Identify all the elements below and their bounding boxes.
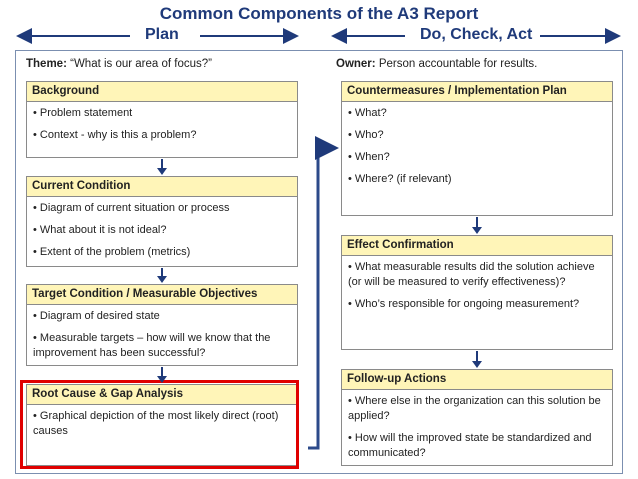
countermeasures-header: Countermeasures / Implementation Plan [342, 82, 612, 102]
down-arrow-2 [157, 268, 167, 283]
theme-text: “What is our area of focus?” [70, 58, 213, 70]
countermeasures-item: • What? [348, 106, 606, 121]
down-arrow-3 [157, 367, 167, 383]
effect-confirmation-header: Effect Confirmation [342, 236, 612, 256]
theme-label: Theme: [26, 58, 67, 70]
follow-up-header: Follow-up Actions [342, 370, 612, 390]
target-condition-item: • Diagram of desired state [33, 309, 291, 324]
root-cause-header: Root Cause & Gap Analysis [27, 385, 297, 405]
countermeasures-item: • Who? [348, 128, 606, 143]
current-condition-item: • Extent of the problem (metrics) [33, 245, 291, 260]
phase-plan: Plan [145, 26, 179, 43]
down-arrow-4 [472, 217, 482, 234]
down-arrow-5 [472, 351, 482, 368]
effect-confirmation-item: • Who’s responsible for ongoing measurement? [348, 297, 606, 312]
follow-up-item: • How will the improved state be standardized and communicated? [348, 431, 606, 461]
down-arrow-1 [157, 159, 167, 175]
current-condition-item: • What about it is not ideal? [33, 223, 291, 238]
effect-confirmation-item: • What measurable results did the solution achieve (or will be measured to verify effectiveness)? [348, 260, 606, 290]
countermeasures-item: • When? [348, 150, 606, 165]
report-title: Common Components of the A3 Report [159, 4, 479, 23]
current-condition-header: Current Condition [27, 177, 297, 197]
phase-do-check-act: Do, Check, Act [420, 26, 533, 43]
owner-text: Person accountable for results. [378, 58, 538, 70]
target-condition-item: • Measurable targets – how will we know that the improvement has been successful? [33, 331, 291, 361]
follow-up-item: • Where else in the organization can this solution be applied? [348, 394, 606, 424]
target-condition-header: Target Condition / Measurable Objectives [27, 285, 297, 305]
current-condition-item: • Diagram of current situation or process [33, 201, 291, 216]
root-cause-item: • Graphical depiction of the most likely direct (root) causes [33, 409, 291, 439]
countermeasures-item: • Where? (if relevant) [348, 172, 606, 187]
background-item: • Context - why is this a problem? [33, 128, 291, 143]
background-item: • Problem statement [33, 106, 291, 121]
background-header: Background [27, 82, 297, 102]
owner-label: Owner: [336, 58, 376, 70]
